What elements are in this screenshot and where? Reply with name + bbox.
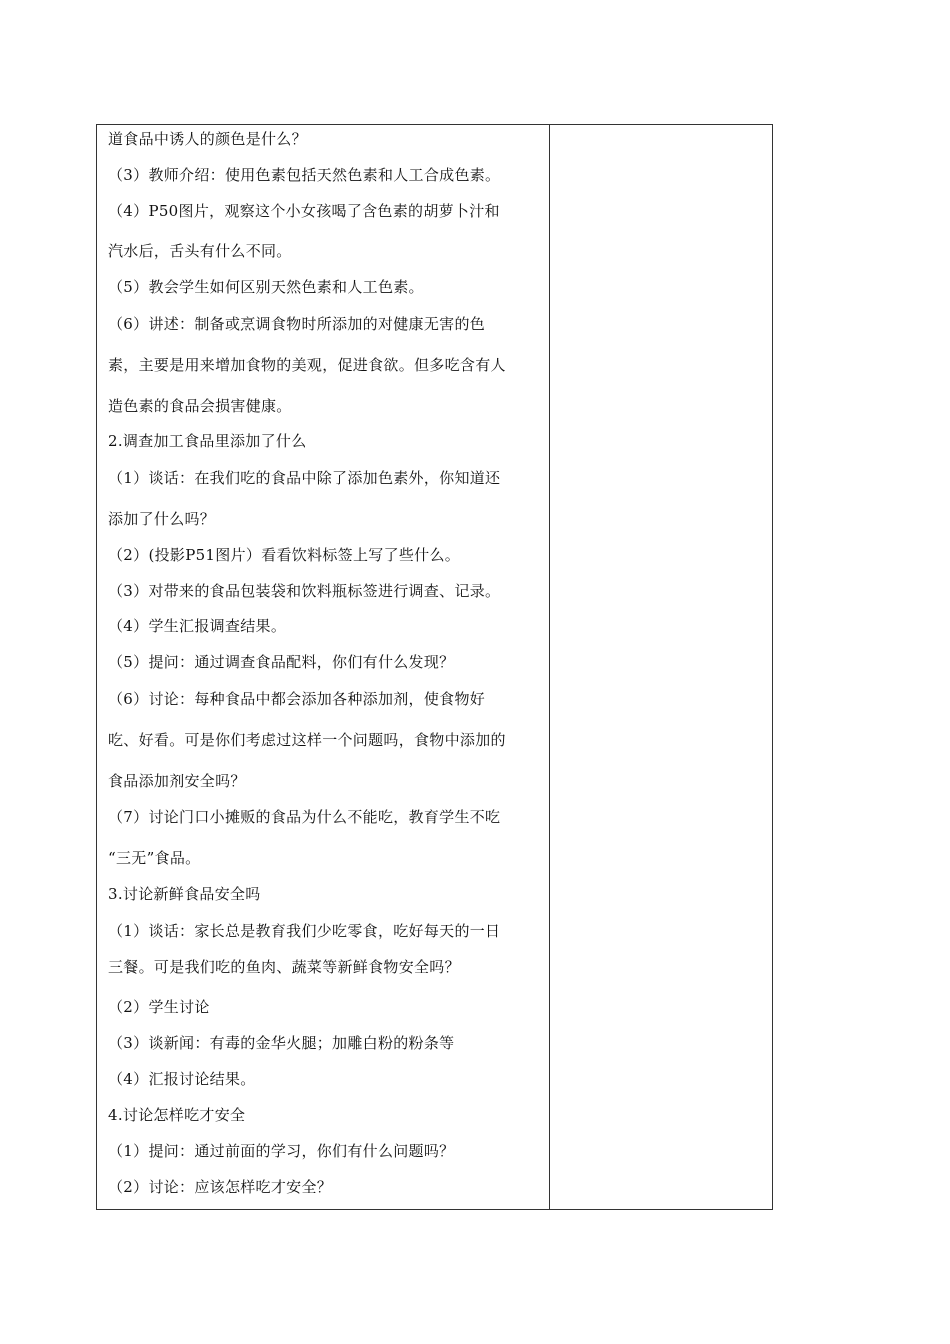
section-heading: 2.调查加工食品里添加了什么: [108, 432, 307, 450]
text-line: 道食品中诱人的颜色是什么？: [108, 130, 307, 148]
text-line: （4）P50图片，观察这个小女孩喝了含色素的胡萝卜汁和: [108, 202, 500, 220]
lesson-content-cell: [97, 125, 549, 1209]
text-line: 汽水后，舌头有什么不同。: [108, 242, 292, 260]
text-line: 吃、好看。可是你们考虑过这样一个问题吗，食物中添加的: [108, 731, 506, 749]
text-line: （3）谈新闻：有毒的金华火腿；加雕白粉的粉条等: [108, 1034, 455, 1052]
text-line: （3）对带来的食品包装袋和饮料瓶标签进行调查、记录。: [108, 582, 501, 600]
text-line: 添加了什么吗？: [108, 510, 216, 528]
text-line: （2）讨论：应该怎样吃才安全？: [108, 1178, 333, 1196]
text-line: （5）提问：通过调查食品配料，你们有什么发现？: [108, 653, 455, 671]
text-line: （1）提问：通过前面的学习，你们有什么问题吗？: [108, 1142, 455, 1160]
text-line: （2）(投影P51图片）看看饮料标签上写了些什么。: [108, 546, 461, 564]
section-heading: 3.讨论新鲜食品安全吗: [108, 885, 261, 903]
text-line: （6）讨论：每种食品中都会添加各种添加剂，使食物好: [108, 690, 486, 708]
text-line: 素，主要是用来增加食物的美观，促进食欲。但多吃含有人: [108, 356, 506, 374]
text-line: 造色素的食品会损害健康。: [108, 397, 292, 415]
lesson-table: [96, 124, 773, 1210]
text-line: （4）学生汇报调查结果。: [108, 617, 287, 635]
text-line: “三无”食品。: [108, 849, 201, 867]
section-heading: 4.讨论怎样吃才安全: [108, 1106, 246, 1124]
text-line: （6）讲述：制备或烹调食物时所添加的对健康无害的色: [108, 315, 486, 333]
text-line: （5）教会学生如何区别天然色素和人工色素。: [108, 278, 424, 296]
text-line: （3）教师介绍：使用色素包括天然色素和人工合成色素。: [108, 166, 501, 184]
text-line: （4）汇报讨论结果。: [108, 1070, 256, 1088]
text-line: （2）学生讨论: [108, 998, 210, 1016]
notes-cell: [550, 125, 772, 1209]
text-line: （7）讨论门口小摊贩的食品为什么不能吃，教育学生不吃: [108, 808, 501, 826]
text-line: （1）谈话：在我们吃的食品中除了添加色素外，你知道还: [108, 469, 501, 487]
text-line: （1）谈话：家长总是教育我们少吃零食，吃好每天的一日: [108, 922, 501, 940]
text-line: 三餐。可是我们吃的鱼肉、蔬菜等新鲜食物安全吗？: [108, 958, 460, 976]
text-line: 食品添加剂安全吗？: [108, 772, 246, 790]
